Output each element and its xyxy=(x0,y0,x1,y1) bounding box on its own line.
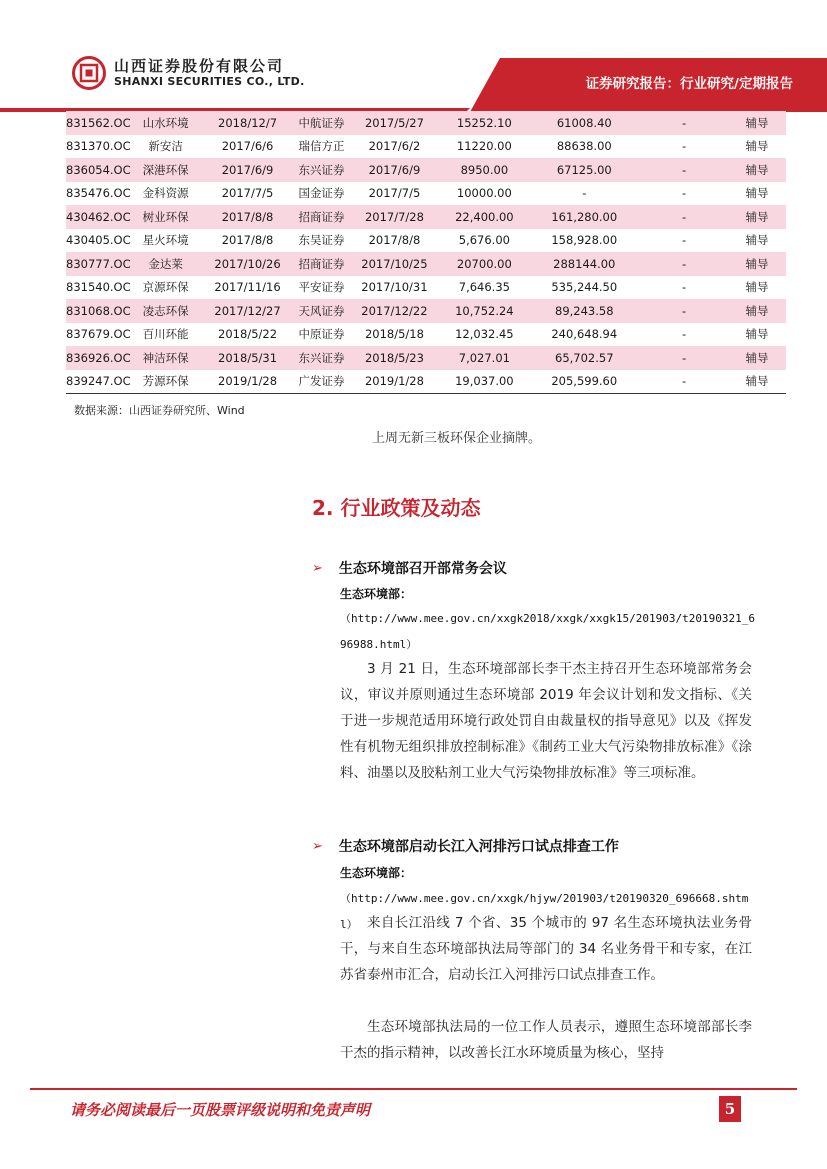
table-cell: 535,244.50 xyxy=(551,280,618,295)
table-row xyxy=(66,276,786,300)
arrow-bullet-icon: ➢ xyxy=(312,560,323,576)
report-type: 证券研究报告：行业研究/定期报告 xyxy=(585,76,793,92)
table-cell: 2017/10/25 xyxy=(348,252,440,276)
table-row xyxy=(66,229,786,253)
table-cell: 辅导 xyxy=(728,252,786,276)
news-source-label: 生态环境部： xyxy=(340,587,413,601)
table-cell: 京源环保 xyxy=(142,280,189,295)
table-cell: - xyxy=(640,111,728,135)
company-logo xyxy=(72,56,305,90)
table-cell: 15252.10 xyxy=(440,111,528,135)
table-row xyxy=(66,205,786,229)
table-row xyxy=(66,111,786,135)
table-cell: 7,027.01 xyxy=(440,346,528,370)
table-cell: 2017/11/16 xyxy=(214,280,281,295)
table-cell: 国金证券 xyxy=(298,186,345,201)
table-cell: 2018/5/31 xyxy=(201,346,295,370)
table-cell: 831370.OC xyxy=(66,139,131,154)
table-cell: 辅导 xyxy=(728,346,786,370)
table-row xyxy=(66,135,786,159)
table-cell: 2018/12/7 xyxy=(201,111,295,135)
table-cell: 辅导 xyxy=(745,280,769,295)
delisting-table xyxy=(66,111,786,394)
table-cell: 金科资源 xyxy=(142,186,189,201)
table-cell: 22,400.00 xyxy=(440,205,528,229)
table-cell: 金达莱 xyxy=(131,252,201,276)
news-item-title xyxy=(312,836,619,856)
table-cell: 新安洁 xyxy=(148,139,183,154)
news-paragraph: 来自长江沿线 7 个省、35 个城市的 97 名生态环境执法业务骨干，与来自生态环境部执法局等部门的 34 名业务骨干和专家，在江苏省泰州市汇合，启动长江入河排污口试点排查工作。 xyxy=(340,915,752,983)
table-cell: - xyxy=(682,233,687,248)
table-cell: 树业环保 xyxy=(131,205,201,229)
table-cell: 凌志环保 xyxy=(131,299,201,323)
footer-disclaimer: 请务必阅读最后一页股票评级说明和免责声明 xyxy=(70,1101,371,1119)
table-cell: 430405.OC xyxy=(66,233,131,248)
shanxi-securities-logo-icon xyxy=(72,56,106,90)
table-cell: 61008.40 xyxy=(528,111,640,135)
table-row xyxy=(66,346,786,370)
table-cell: 辅导 xyxy=(728,299,786,323)
table-cell: 山水环境 xyxy=(131,111,201,135)
table-cell: 5,676.00 xyxy=(458,233,510,248)
table-cell: 辅导 xyxy=(745,327,769,342)
table-cell: 7,646.35 xyxy=(458,280,510,295)
table-cell: 19,037.00 xyxy=(440,370,528,394)
table-cell: 2017/6/6 xyxy=(221,139,274,154)
table-cell: 辅导 xyxy=(728,205,786,229)
table-cell: 天风证券 xyxy=(295,299,349,323)
table-cell: 288144.00 xyxy=(528,252,640,276)
section-title: 2. 行业政策及动态 xyxy=(312,496,481,520)
footer-rule xyxy=(30,1088,797,1090)
arrow-bullet-icon: ➢ xyxy=(312,838,323,854)
table-cell: 2017/7/28 xyxy=(348,205,440,229)
table-cell: 2017/8/8 xyxy=(368,233,421,248)
table-cell: 11220.00 xyxy=(456,139,512,154)
table-cell: 辅导 xyxy=(745,186,769,201)
table-cell: 东兴证券 xyxy=(295,346,349,370)
table-cell: 831562.OC xyxy=(66,111,131,135)
table-cell: 2017/10/31 xyxy=(361,280,428,295)
page-number: 5 xyxy=(719,1096,741,1122)
table-cell: 中原证券 xyxy=(298,327,345,342)
table-cell: 12,032.45 xyxy=(455,327,514,342)
table-row xyxy=(66,252,786,276)
table-cell: 831540.OC xyxy=(66,280,131,295)
table-cell: 2017/8/8 xyxy=(221,233,274,248)
table-cell: - xyxy=(682,327,687,342)
table-cell: 2017/6/2 xyxy=(368,139,421,154)
table-cell: 88638.00 xyxy=(556,139,612,154)
table-cell: 839247.OC xyxy=(66,370,131,394)
company-name-cn: 山西证券股份有限公司 xyxy=(114,57,285,75)
table-cell: 837679.OC xyxy=(66,327,131,342)
table-cell: 辅导 xyxy=(728,158,786,182)
table-row xyxy=(66,182,786,206)
table-cell: 65,702.57 xyxy=(528,346,640,370)
news-paragraph: 生态环境部执法局的一位工作人员表示，遵照生态环境部部长李干杰的指示精神，以改善长江水环境质量为核心，坚持 xyxy=(340,1019,752,1061)
data-source: 数据来源：山西证券研究所、Wind xyxy=(74,404,245,417)
table-cell: 平安证券 xyxy=(298,280,345,295)
table-cell: 瑞信方正 xyxy=(298,139,345,154)
table-cell: 2017/8/8 xyxy=(201,205,295,229)
table-cell: 神洁环保 xyxy=(131,346,201,370)
table-cell: 836926.OC xyxy=(66,346,131,370)
table-cell: - xyxy=(640,299,728,323)
table-cell: 2017/6/9 xyxy=(201,158,295,182)
table-cell: 东兴证券 xyxy=(295,158,349,182)
table-cell: 2017/7/5 xyxy=(368,186,421,201)
table-row xyxy=(66,323,786,347)
table-cell: - xyxy=(640,158,728,182)
table-cell: - xyxy=(640,205,728,229)
table-cell: 10,752.24 xyxy=(440,299,528,323)
table-cell: 星火环境 xyxy=(142,233,189,248)
table-row xyxy=(66,299,786,323)
table-cell: 2018/5/23 xyxy=(348,346,440,370)
table-cell: - xyxy=(640,346,728,370)
table-cell: 2018/5/18 xyxy=(364,327,424,342)
news-url: （http://www.mee.gov.cn/xxgk2018/xxgk/xxgk15/201903/t20190321_696988.html） xyxy=(340,612,755,651)
news-item-title xyxy=(312,558,507,578)
table-cell: 67125.00 xyxy=(528,158,640,182)
table-cell: 430462.OC xyxy=(66,205,131,229)
news-paragraph: 3 月 21 日，生态环境部部长李干杰主持召开生态环境部常务会议，审议并原则通过生态环境部 2019 年会议计划和发文指标、《关于进一步规范适用环境行政处罚自由裁量权的指导意见》以及《挥发性有机物无组织排放控制标准》《制药工业大气污染物排放标准》《涂料、油墨以及胶粘剂工业大气污染物排放标准》等三项标准。 xyxy=(340,661,752,781)
table-row xyxy=(66,158,786,182)
table-cell: 东吴证券 xyxy=(298,233,345,248)
table-cell: 招商证券 xyxy=(295,205,349,229)
table-cell: 辅导 xyxy=(745,233,769,248)
table-cell: 158,928.00 xyxy=(551,233,618,248)
table-cell: 2017/7/5 xyxy=(221,186,274,201)
table-cell: - xyxy=(640,252,728,276)
news-title: 生态环境部启动长江入河排污口试点排查工作 xyxy=(338,839,619,855)
table-cell: 2017/5/27 xyxy=(348,111,440,135)
table-cell: - xyxy=(582,186,587,201)
table-cell: 辅导 xyxy=(728,111,786,135)
table-cell: 831068.OC xyxy=(66,299,131,323)
news-source-label: 生态环境部： xyxy=(340,866,413,880)
table-cell: 广发证券 xyxy=(295,370,349,394)
table-cell: 辅导 xyxy=(745,139,769,154)
table-cell: 百川环能 xyxy=(142,327,189,342)
table-cell: 2017/12/27 xyxy=(201,299,295,323)
table-cell: 20700.00 xyxy=(440,252,528,276)
table-cell: 161,280.00 xyxy=(528,205,640,229)
table-cell: 2017/12/22 xyxy=(348,299,440,323)
table-cell: 835476.OC xyxy=(66,186,131,201)
table-cell: 招商证券 xyxy=(295,252,349,276)
table-cell: 10000.00 xyxy=(456,186,512,201)
news-title: 生态环境部召开部常务会议 xyxy=(338,561,507,577)
table-cell: 2017/10/26 xyxy=(201,252,295,276)
table-cell: 2019/1/28 xyxy=(201,370,295,394)
news-url: （http://www.mee.gov.cn/xxgk/hjyw/201903/t20190320_696668.shtml） xyxy=(340,892,749,931)
table-cell: 2017/6/9 xyxy=(348,158,440,182)
table-cell: 89,243.58 xyxy=(528,299,640,323)
table-row xyxy=(66,370,786,394)
table-cell: 2019/1/28 xyxy=(348,370,440,394)
table-cell: - xyxy=(682,186,687,201)
table-cell: 205,599.60 xyxy=(528,370,640,394)
table-cell: - xyxy=(682,280,687,295)
company-name-en: SHANXI SECURITIES CO., LTD. xyxy=(114,75,305,88)
table-cell: - xyxy=(640,370,728,394)
table-cell: 深港环保 xyxy=(131,158,201,182)
table-cell: - xyxy=(682,139,687,154)
table-cell: 836054.OC xyxy=(66,158,131,182)
page-header xyxy=(0,0,827,112)
table-cell: 2018/5/22 xyxy=(218,327,278,342)
table-cell: 830777.OC xyxy=(66,252,131,276)
table-cell: 辅导 xyxy=(728,370,786,394)
table-cell: 240,648.94 xyxy=(551,327,618,342)
note: 上周无新三板环保企业摘牌。 xyxy=(372,431,542,446)
table-cell: 8950.00 xyxy=(440,158,528,182)
table-cell: 中航证券 xyxy=(295,111,349,135)
table-cell: 芳源环保 xyxy=(131,370,201,394)
